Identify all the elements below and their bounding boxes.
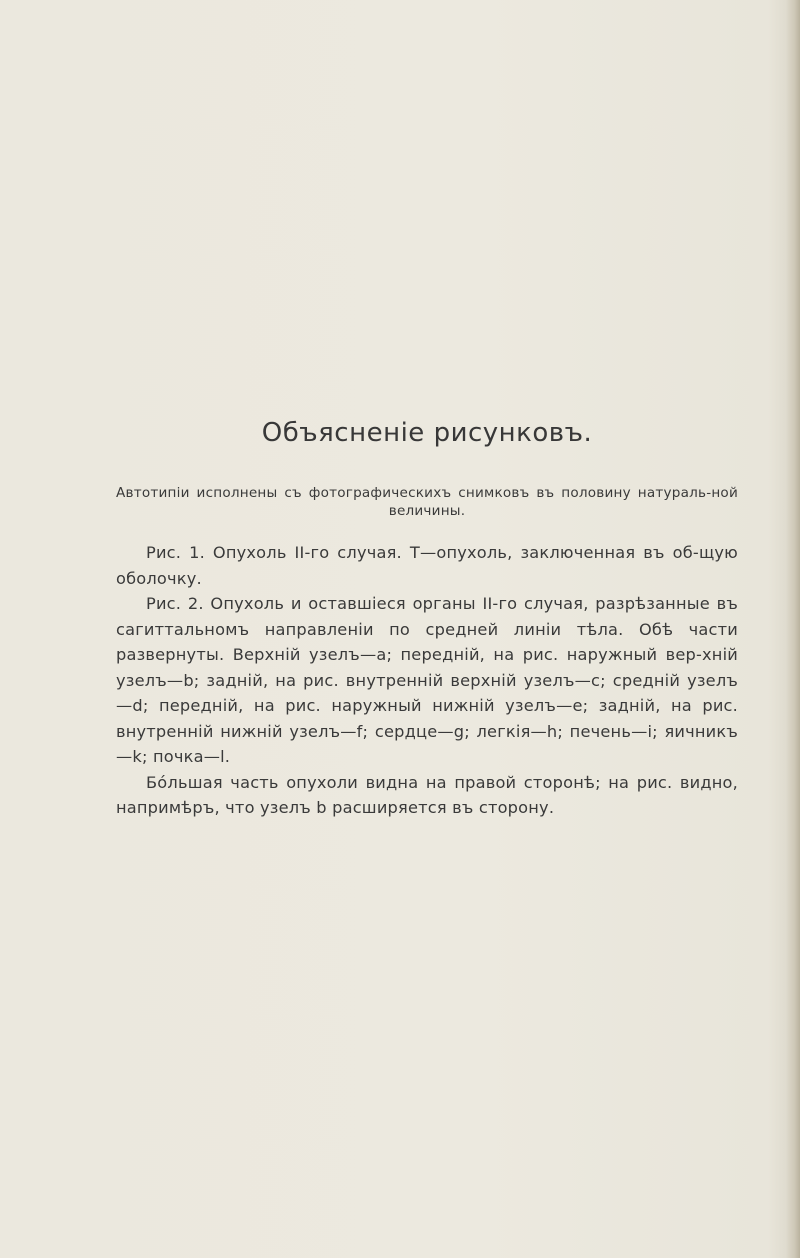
- page-title: Объясненіе рисунковъ.: [261, 418, 593, 448]
- page-edge-shadow: [786, 0, 800, 1258]
- document-body: [116, 418, 738, 821]
- figure-1-caption: Рис. 1. Опухоль II-го случая. Т—опухоль, заключенная въ об-щую оболочку.: [116, 543, 738, 588]
- figure-2-caption: Рис. 2. Опухоль и оставшіеся органы II-го случая, разрѣзанные въ сагиттальномъ направленіи по средней линіи тѣла. Обѣ части развернуты. Верхній узелъ—a; передній, на рис. наружный вер-хній узелъ—b; задній, на рис. внутренній верхній узелъ—c; средній узелъ—d; передній, на рис. наружный нижній узелъ—e; задній, на рис. внутренній нижній узелъ—f; сердце—g; легкія—h; печень—i; яичникъ—k; почка—l.: [116, 594, 738, 766]
- intro-note: Автотипіи исполнены съ фотографическихъ снимковъ въ половину натураль-ной величины.: [116, 485, 738, 519]
- closing-paragraph: Бóльшая часть опухоли видна на правой сторонѣ; на рис. видно, напримѣръ, что узелъ b расширяется въ сторону.: [116, 772, 738, 817]
